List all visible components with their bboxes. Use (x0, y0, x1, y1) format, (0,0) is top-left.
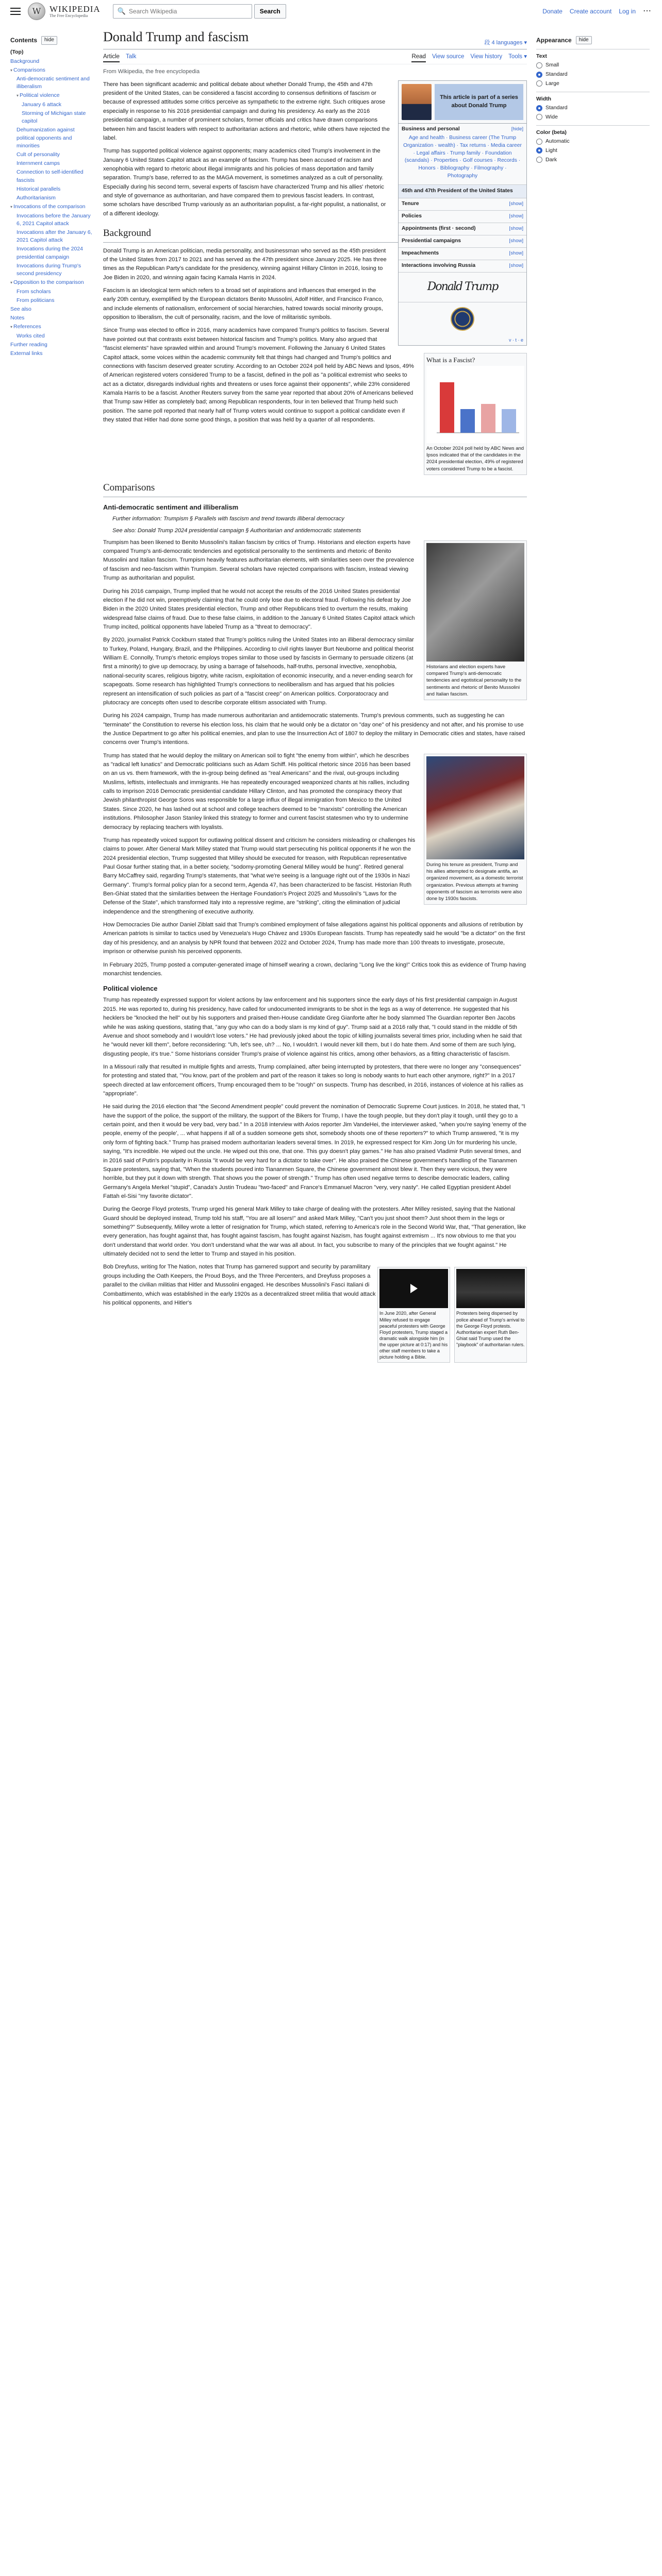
chart-bar (460, 409, 475, 433)
toc-item[interactable] (10, 126, 93, 150)
toc-item[interactable] (10, 332, 93, 341)
article-body (103, 80, 527, 1360)
text-size-option-label: Small (545, 62, 559, 69)
toc-item[interactable] (10, 287, 93, 296)
toc-item-label: Invocations during Trump's second presidency (16, 262, 81, 277)
toc-caret-icon[interactable]: ▾ (10, 67, 13, 73)
toc-item[interactable] (10, 228, 93, 245)
toc-item-label: From scholars (16, 288, 51, 295)
toc-item[interactable] (10, 91, 93, 100)
search-button[interactable]: Search (254, 4, 286, 19)
show-toggle[interactable]: [show] (509, 250, 523, 256)
collapsed-tenure (399, 198, 526, 211)
toc-item-label: Cult of personality (16, 151, 60, 158)
table-of-contents (10, 36, 93, 358)
toc-item[interactable] (10, 194, 93, 202)
language-count: 4 languages (491, 39, 523, 46)
search-form (113, 4, 286, 19)
toc-item-label: Opposition to the comparison (13, 279, 84, 286)
create-account-link[interactable]: Create account (569, 8, 612, 15)
section-heading-comparisons: Comparisons (103, 480, 527, 497)
show-toggle[interactable]: [show] (509, 201, 523, 207)
color-label: Color (beta) (536, 129, 567, 135)
speech-caption: During his tenure as president, Trump and his allies attempted to designate antifa, an organized movement, as a domestic terrorist organization. Previous attempts at framing opponents of fascism as terrorists were also done by 1930s fascists. (426, 861, 523, 902)
text-size-radio[interactable] (536, 80, 650, 88)
series-title: This article is part of a series about Donald Trump (435, 84, 523, 120)
toc-caret-icon[interactable]: ▾ (10, 280, 13, 285)
toc-item-label: Internment camps (16, 160, 60, 167)
infobox: This article is part of a series about Donald Trump Business and personal [hide] Age and health · Business career (The Trump Organization · wealth) · Tax returns · Media career · Legal affairs · Trump family · Foundation (scandals) · Properties · Golf courses · Records · Honors · Bibliography · Filmography · Photography 45th and 47th President of the United States Tenure [show] Policies [show] Appointments (first · second) [show] Presidential campaigns [show] Impeachments [show] Interactions involving Russia [show] Donald Trump v · t · e (398, 80, 527, 346)
search-icon: 🔍 (117, 7, 126, 15)
trump-speech-photo[interactable] (426, 756, 524, 859)
hatnote[interactable]: See also: Donald Trump 2024 presidential campaign § Authoritarian and antidemocratic statements (112, 527, 361, 534)
toc-item-label: Comparisons (13, 66, 45, 73)
violence-paragraph: In a Missouri rally that resulted in multiple fights and arrests, Trump complained, after being interrupted by protesters, that there were no longer any "consequences" for protesting and stated that, "You know, part of the problem and part of the reason it takes so long is nobody wants to hurt each other anymore, right?" In a 2017 speech directed at law enforcement officers, Trump encouraged them to be "rough" on suspects. Trump has described, in 2016, instances of violence at his rallies as "appropriate". (103, 1063, 523, 1097)
anti-paragraph: How Democracies Die author Daniel Ziblatt said that Trump's combined employment of false allegations against his political opponents and allusions of retribution by American patriots is similar to tactics used by Venezuela's Hugo Chávez and 1930s European fascists. Trump has repeatedly said he would "be a dictator" on the first day of his presidency, and an analysis by NPR found that between 2022 and October 2024, Trump has made more than 100 threats to investigate, prosecute, imprison or otherwise punish his perceived opponents. (103, 922, 525, 955)
search-input[interactable] (129, 8, 247, 15)
width-option-label: Wide (545, 113, 558, 120)
violence-paragraph: Trump has repeatedly expressed support for violent actions by law enforcement and his supporters since the early days of his first presidential campaign in August 2015. He was reported to, during his presidency, have called for undocumented immigrants to be shot in the legs as a way of deterrence. He suggested that his hecklers be "knocked the hell" out by his supporters and praised then-House candidate Greg Gianforte after he body slammed The Guardian reporter Ben Jacobs while he was asking questions, stating that, "any guy who can do a body slam is my kind of guy". Trump said at a 2016 rally that, "I could stand in the middle of 5th Avenue and shoot somebody and I wouldn't lose voters." He had previously joked about the topic of killing journalists several times prior, including when he said that he "would never kill them", before reconsidering: "Uh, let's see, uh? ... No, I wouldn't. I would never kill them, but I do hate them. And some of them are such lying, disgusting people, it's true." Some historians consider Trump's praise of violence against his critics, among other behaviors, as a fitting characteristic of fascism. (103, 997, 522, 1057)
group-links[interactable]: Age and health · Business career (The Trump Organization · wealth) · Tax returns · Media career · Legal affairs · Trump family · Foundation (scandals) · Properties · Golf courses · Records · Honors · Bibliography · Filmography · Photography (403, 134, 522, 179)
intro-paragraph: Trump has supported political violence against opponents; many academics cited Trump's involvement in the January 6 United States Capitol attack as an example of fascism. Trump has been accused of racism and xenophobia with regard to rhetoric about illegal immigrants and his policies of mass deportation and family separation. Trump's base, referred to as the MAGA movement, is sometimes analyzed as a cult of personality. Especially during his second term, several experts of fascism have characterized Trump and his allies' rhetoric and style of governance as authoritarian, and have compared them to previous fascist leaders. In contrast, some scholars have described Trump variously as an authoritarian populist, a far-right populist, a nationalist, or of a different ideology. (103, 148, 386, 217)
wikipedia-logo-icon[interactable]: W (28, 3, 45, 20)
toc-item-label: Authoritarianism (16, 195, 56, 201)
toc-item-label: Historical parallels (16, 185, 61, 192)
signature-image: Donald Trump (399, 273, 526, 302)
collapsed-label: Impeachments (402, 250, 439, 256)
text-size-options (536, 61, 650, 87)
toc-item[interactable] (10, 314, 93, 323)
chart-bar (481, 404, 495, 433)
toc-item-label: Connection to self-identified fascists (16, 169, 84, 183)
chart-bar (502, 409, 516, 433)
radio-button-icon[interactable] (536, 139, 542, 145)
violence-paragraph: Bob Dreyfuss, writing for The Nation, notes that Trump has garnered support and security by paramilitary groups including the Oath Keepers, the Proud Boys, and the Three Percenters, and Dreyfuss proposes a parallel to the civilian militias that Hitler and Mussolini engaged. He describes Mussolini's Fasci Italiani di Combattimento, which was established in the early 1920s as a decentralized street militia that would attack his political opponents, and Hitler's (103, 1264, 376, 1306)
tab-view-history[interactable]: View history (470, 54, 503, 60)
site-tagline: The Free Encyclopedia (49, 13, 88, 18)
background-paragraph: Donald Trump is an American politician, media personality, and businessman who served as the 45th president of the United States from 2017 to 2021 and has served as the 47th president since January 2025. He has three times as the Republican Party's candidate for the presidency, winning against Hillary Clinton in 2016, losing to Joe Biden in 2020, and winning again facing Kamala Harris in 2024. (103, 247, 387, 281)
toc-item[interactable] (10, 212, 93, 228)
main-content (103, 23, 527, 1363)
toc-item[interactable] (10, 341, 93, 349)
collapsed-campaigns (399, 235, 526, 248)
text-size-label: Text (536, 53, 547, 59)
text-size-radio[interactable] (536, 71, 650, 78)
trump-portrait-image[interactable] (402, 84, 432, 120)
toc-item[interactable] (10, 296, 93, 305)
toc-item[interactable] (10, 349, 93, 358)
show-toggle[interactable]: [show] (509, 225, 523, 231)
collapsed-russia (399, 260, 526, 273)
donate-link[interactable]: Donate (542, 8, 562, 15)
view-template-link[interactable]: v (508, 337, 511, 343)
toc-item[interactable] (10, 66, 93, 75)
text-size-option-label: Standard (545, 71, 568, 78)
toc-item-label: External links (10, 350, 43, 357)
poll-figure (424, 353, 527, 475)
width-options (536, 104, 650, 121)
appearance-panel (536, 36, 650, 165)
color-option-label: Light (545, 147, 557, 154)
toc-item-label: Invocations after the January 6, 2021 Capitol attack (16, 229, 92, 244)
width-label: Width (536, 95, 552, 102)
toc-title: Contents (10, 37, 37, 44)
collapsed-appointments (399, 223, 526, 235)
more-options-icon[interactable]: ⋯ (643, 7, 652, 15)
intro-paragraph: There has been significant academic and political debate about whether Donald Trump, the 45th and 47th president of the United States, can be considered a fascist according to consensus definitions of fascism or because of expressed attitudes some critics perceive as sympathetic to the extreme right. Such critiques arose especially in response to his 2016 presidential campaign and during his presidency. As early as the 2016 presidential campaign, a number of prominent scholars, former officials and critics have drawn comparisons between him and fascist leaders with respect to authoritarian actions and rhetoric, while others have rejected the label. (103, 81, 390, 141)
anti-paragraph: Trumpism has been likened to Benito Mussolini's Italian fascism by critics of Trump. Historians and election experts have compared Trump's anti-democratic tendencies and egotistical personality to the sentiments and rhetoric of Benito Mussolini and Italian fascism. Trumpism heavily features authoritarian elements, with similarities seen over the prevalence of fascism and neo-fascism within Trumpism. Several scholars have rejected comparisons with fascism, instead viewing Trump as authoritarian and populist. (103, 539, 415, 582)
radio-button-icon[interactable] (536, 147, 542, 154)
toc-item-label: See also (10, 306, 31, 312)
collapsed-label: Policies (402, 213, 422, 219)
toc-item-label: Invocations before the January 6, 2021 Capitol attack (16, 212, 91, 227)
radio-button-icon[interactable] (536, 114, 542, 120)
collapsed-impeachments (399, 248, 526, 260)
site-name: WIKIPEDIA (49, 4, 101, 14)
violence-paragraph: He said during the 2016 election that "the Second Amendment people" could prevent the nomination of Democratic Supreme Court justices. In 2018, he stated that, "I have the support of the police, the support of the military, the support of the Bikers for Trump, I have the tough people, but they don't play it tough, until they go to a certain point, and then it would be very bad, very bad." In a 2018 interview with Axios reporter Jim VandeHei, the interviewer asked, "when you're saying 'enemy of the people, enemy of the people', ... what happens if all of a sudden someone gets shot, somebody shoots one of these reporters?" to which Trump answered, "it is my only form of fighting back." Trump has praised modern authoritarian leaders several times. In 2019, he expressed respect for Kim Jong Un for murdering his uncle, saying, "It's incredible. He wiped out the uncle. He wiped out this one, that one. This guy doesn't play games." He has also praised Vladimir Putin several times, and in 2016 said of Putin's popularity in Russia "it would be very hard for a dictator to take over". He also praised the Chinese government's handling of the Tiananmen Square protesters, saying that, "When the students poured into Tiananmen Square, the Chinese government almost blew it. Then they were vicious, they were horrible, but they put it down with strength. That shows you the power of strength." Trump has often used negative terms to describe democratic leaders, calling Germany's Angela Merkel "stupid", Canada's Justin Trudeau "two-faced" and France's Emmanuel Macron "very, very nasty". He called Egyptian president Abdel Fattah el-Sisi "my favorite dictator". (103, 1104, 527, 1199)
show-toggle[interactable]: [show] (509, 262, 523, 268)
toc-item-label: Dehumanization against political opponents and minorities (16, 127, 75, 149)
infobox-group-business (399, 124, 526, 185)
toc-item[interactable] (10, 305, 93, 314)
collapsed-label: Appointments (first · second) (402, 225, 476, 231)
show-toggle[interactable]: [show] (509, 238, 523, 244)
toc-item[interactable] (10, 245, 93, 261)
section-heading-background: Background (103, 226, 527, 242)
anti-paragraph: In February 2025, Trump posted a computer-generated image of himself wearing a crown, declaring "Long live the king!" Critics took this as evidence of Trump having monarchist tendencies. (103, 961, 526, 977)
toc-caret-icon[interactable]: ▾ (10, 205, 13, 210)
play-icon[interactable] (410, 1284, 418, 1293)
text-size-radio[interactable] (536, 61, 650, 69)
toc-item-label: Works cited (16, 332, 45, 339)
radio-button-icon[interactable] (536, 80, 542, 87)
subsection-heading-anti-democratic: Anti-democratic sentiment and illiberalism (103, 503, 239, 511)
toc-item[interactable] (10, 323, 93, 331)
appearance-title: Appearance (536, 37, 572, 44)
color-option-label: Automatic (545, 138, 570, 145)
collapsed-label: Interactions involving Russia (402, 262, 476, 268)
tab-tools[interactable]: Tools ▾ (508, 54, 527, 60)
main-menu-icon[interactable] (10, 8, 21, 15)
subsection-heading-political-violence: Political violence (103, 985, 158, 993)
color-radio[interactable] (536, 156, 650, 164)
color-radio[interactable] (536, 138, 650, 145)
tab-article[interactable]: Article (103, 53, 120, 62)
talk-template-link[interactable]: t (515, 337, 517, 343)
protest-photo[interactable] (456, 1269, 525, 1308)
video-player[interactable] (379, 1269, 448, 1308)
radio-button-icon[interactable] (536, 62, 542, 69)
width-option-label: Standard (545, 105, 568, 111)
anti-paragraph: Trump has repeatedly voiced support for outlawing political dissent and criticism he considers misleading or challenges his claims to power. After General Mark Milley stated that Trump would start persecuting his political opponents if he won the 2024 presidential election, Trump suggested that Milley should be executed for treason, with Republican representative Paul Gosar further stating that, in a better society, "sodomy-promoting General Milley would be hung". Retired general Barry McCaffrey said, regarding Trump's statements, that "what we're seeing is a language right out of the 1930s in Nazi Germany". Trump's formal policy plan for a second term, Agenda 47, has been characterized to be fascist. Historian Ruth Ben-Ghiat stated that the similarities between the Heritage Foundation's Project 2025 and Mussolini's "Laws for the Defense of the State", which transformed Italy into a repressive regime, are "striking", citing the elimination of judicial independence and the strengthening of executive authority. (103, 837, 416, 915)
toc-item-label: Political violence (20, 92, 60, 99)
toc-item[interactable] (10, 57, 93, 66)
anti-paragraph: Trump has stated that he would deploy the military on American soil to fight "the enemy from within", which he describes as "radical left lunatics" and Democratic politicians such as Adam Schiff. His political rhetoric since 2016 has been based on an us vs. them framework, with the in-group being defined as "real Americans" and the rival, out-groups including Muslims, leftists, intellectuals and immigrants. He has repeatedly encouraged weaponized chants at his rallies, including calls to imprison 2016 Democratic presidential candidate Hillary Clinton, and has promoted the conspiracy theory that Jewish philanthropist George Soros was responsible for a large influx of illegal immigration from Mexico to the United States. Since 2020, he has lashed out at school and college teachers deemed to be "marxists" controlling the American institutions. Philosopher Jason Stanley linked this strategy to former and current fascist statesmen who try to undermine democracy by replacing teachers with loyalists. (103, 752, 411, 831)
violence-paragraph: During the George Floyd protests, Trump urged his general Mark Milley to take charge of dealing with the protesters. After Milley resisted, saying that the National Guard should be deployed instead, Trump told his staff, "You are all losers!" and asked Mark Milley, "Can't you just shoot them? Just shoot them in the legs or something?" Subsequently, Milley wrote a letter of resignation for Trump, which stated, referring to America's role in the Second World War, that, "That generation, like every generation, has fought against that, has fought against fascism, has fought against Nazism, has fought against extremism ... It's now obvious to me that you don't understand that world order. You don't understand what the war was all about. In fact, you subscribe to many of the principles that we fought against." He ultimately decided not to send the letter to Trump and stayed in his position. (103, 1206, 526, 1258)
chart-bar (440, 382, 454, 433)
background-paragraph: Fascism is an ideological term which refers to a broad set of aspirations and influences that emerged in the early 20th century, exemplified by the European dictators Benito Mussolini, Adolf Hitler, and Francisco Franco, and include elements of nationalism, enforcement of social hierarchies, hatred towards social minority groups, opposition to liberalism, the cult of personality, racism, and the love of militaristic symbols. (103, 287, 384, 321)
page-title: Donald Trump and fascism (103, 29, 249, 44)
edit-template-link[interactable]: e (520, 337, 523, 343)
protest-caption: Protesters being dispersed by police ahead of Trump's arrival to the George Floyd protests. Authoritarian expert Ruth Ben-Ghiat said Trump used the "playbook" of authoritarian rulers. (456, 1311, 525, 1348)
toc-item[interactable] (10, 202, 93, 211)
anti-paragraph: During his 2024 campaign, Trump has made numerous authoritarian and antidemocratic statements. Trump's previous comments, such as suggesting he can "terminate" the Constitution to reverse his election loss, his claim that he would only be a dictator on "day one" of his presidency and not after, and his promise to use the Justice Department to go after his political enemies, and plan to use the Insurrection Act of 1807 to deploy the military in Democratic cities and states, have raised concerns over Trump's intentions. (103, 713, 525, 746)
toc-item-label: Background (10, 58, 40, 64)
toc-item-label: Invocations of the comparison (13, 204, 86, 210)
toc-item[interactable] (10, 185, 93, 194)
toc-item[interactable] (10, 168, 93, 184)
toc-item[interactable] (10, 48, 93, 57)
width-radio[interactable] (536, 104, 650, 112)
toc-caret-icon[interactable]: ▾ (10, 325, 13, 330)
poll-figure-caption: An October 2024 poll held by ABC News and Ipsos indicated that of the candidates in the 2024 presidential election, 49% of registered voters considered Trump to be a fascist. (426, 445, 524, 472)
toc-item-label: References (13, 324, 41, 330)
toc-list (10, 48, 93, 358)
poll-bar-chart[interactable] (426, 366, 524, 443)
mussolini-caption: Historians and election experts have compared Trump's anti-democratic tendencies and egotistical personality to the sentiments and rhetoric of Benito Mussolini and Italian fascism. (426, 664, 522, 697)
log-in-link[interactable]: Log in (619, 8, 636, 15)
toc-item[interactable] (10, 100, 93, 109)
toc-item-label: January 6 attack (22, 101, 62, 108)
toc-hide-button[interactable]: hide (41, 36, 57, 45)
toc-item-label: Invocations during the 2024 presidential campaign (16, 246, 84, 260)
collapsed-label: Presidential campaigns (402, 238, 461, 244)
appearance-hide-button[interactable]: hide (576, 36, 592, 44)
toc-item-label: Notes (10, 315, 25, 321)
background-paragraph: Since Trump was elected to office in 2016, many academics have compared Trump's politics to fascism. Several have pointed out that contrasts exist between historical fascism and Trump's politics. Many also argued that "fascist elements" have sprawled within and around Trump's movement. Following the January 6 United States Capitol attack, some voices within the academic community felt that things had changed and Trump's politics and connections with fascism deserved greater scrutiny. According to an October 2024 poll held by ABC News and Ipsos, 49% of American registered voters considered Trump to be a fascist, defined in the poll as "a political extremist who seeks to act as a dictator, disregards individual rights and threatens or uses force against their opponents", while 23% considered Kamala Harris to be a fascist. Another Reuters survey from the same year reported that about 20% of Americans believed that Trump saw Hitler as completely bad; among Republican respondents, four in ten believed that Trump held such position. The same poll reported that nearly half of Trump voters would continue to support a political candidate even if they stated that Hitler had done some good things, a position that was held by a quarter of all respondents. (103, 327, 414, 423)
toc-item-label: (Top) (10, 49, 24, 56)
radio-button-icon[interactable] (536, 105, 542, 111)
site-header (0, 0, 662, 23)
bottom-figures (377, 1267, 527, 1362)
from-line: From Wikipedia, the free encyclopedia (103, 69, 200, 75)
milley-caption: In June 2020, after General Milley refused to engage peaceful protesters with George Floyd protesters, Trump staged a dramatic walk alongside him (in the upper picture at 0:17) and his other staff members to take a picture holding a Bible. (379, 1311, 448, 1360)
toc-item[interactable] (10, 278, 93, 287)
poll-figure-title: What is a Fascist? (426, 355, 475, 364)
tab-view-source[interactable]: View source (432, 54, 465, 60)
toc-item-label: Further reading (10, 341, 47, 348)
infobox-term-heading: 45th and 47th President of the United States (399, 185, 526, 198)
radio-button-icon[interactable] (536, 72, 542, 78)
user-links (542, 5, 652, 18)
wikipedia-wordmark[interactable] (49, 5, 101, 18)
toc-item-label: Storming of Michigan state capitol (22, 110, 86, 125)
tab-read[interactable]: Read (411, 53, 426, 62)
color-option-label: Dark (545, 156, 557, 163)
search-field[interactable] (113, 4, 252, 19)
hatnote[interactable]: Further information: Trumpism § Parallels with fascism and trend towards illiberal democracy (112, 515, 344, 522)
mussolini-photo[interactable] (426, 543, 524, 662)
toc-item-label: From politicians (16, 297, 55, 303)
language-button[interactable]: 段 4 languages ▾ (484, 39, 527, 46)
presidential-seal-image (399, 302, 526, 335)
milley-video-figure (377, 1267, 450, 1362)
toc-item[interactable] (10, 75, 93, 91)
toc-item[interactable] (10, 109, 93, 126)
collapsed-policies (399, 211, 526, 223)
text-size-option-label: Large (545, 80, 559, 87)
toc-item-label: Anti-democratic sentiment and illiberalism (16, 76, 90, 90)
radio-button-icon[interactable] (536, 157, 542, 163)
toc-caret-icon[interactable]: ▾ (16, 93, 19, 98)
tab-talk[interactable]: Talk (125, 54, 137, 60)
toc-item[interactable] (10, 150, 93, 159)
color-radio[interactable] (536, 147, 650, 155)
color-options (536, 138, 650, 163)
protest-figure (454, 1267, 527, 1362)
speech-figure (424, 754, 527, 905)
show-toggle[interactable]: [show] (509, 213, 523, 219)
toc-item[interactable] (10, 262, 93, 278)
mussolini-figure (424, 540, 527, 700)
toc-item[interactable] (10, 159, 93, 168)
group-title: Business and personal (402, 126, 460, 132)
width-radio[interactable] (536, 113, 650, 121)
collapsed-label: Tenure (402, 201, 419, 207)
anti-paragraph: During his 2016 campaign, Trump implied that he would not accept the results of the 2016 United States presidential election if he did not win, preemptively claiming that he could only lose due to electoral fraud. Following his defeat by Joe Biden in the 2020 United States presidential election, Trump and other Republicans tried to overturn the results, making widespread false claims of fraud. Due to these false claims, in addition to the January 6 United States Capitol attack which Trump incited, political opponents have labeled Trump as a "threat to democracy". (103, 588, 415, 630)
hide-toggle[interactable]: [hide] (511, 126, 523, 132)
anti-paragraph: By 2020, journalist Patrick Cockburn stated that Trump's politics ruling the United States into an illiberal democracy similar to Turkey, Poland, Hungary, Brazil, and the Philippines. According to civil rights lawyer Burt Neuborne and political theorist William E. Connolly, Trump's rhetoric employs tropes similar to those used by fascists in Germany to persuade citizens (at first a minority) to give up democracy, by using a barrage of falsehoods, half-truths, personal invective, xenophobia, national-security scares, religious bigotry, white racism, exploitation of economic insecurity, and a never-ending search for scapegoats. Some research has highlighted Trump's connections to neoliberalism and has argued that his policies represent an intensification of such policies as part of a "fascist creep" on American politics. Corporatocracy and plutocracy are concepts often used to describe corporate elitism associated with Trump. (103, 637, 414, 706)
tools-label: Tools (508, 54, 523, 60)
